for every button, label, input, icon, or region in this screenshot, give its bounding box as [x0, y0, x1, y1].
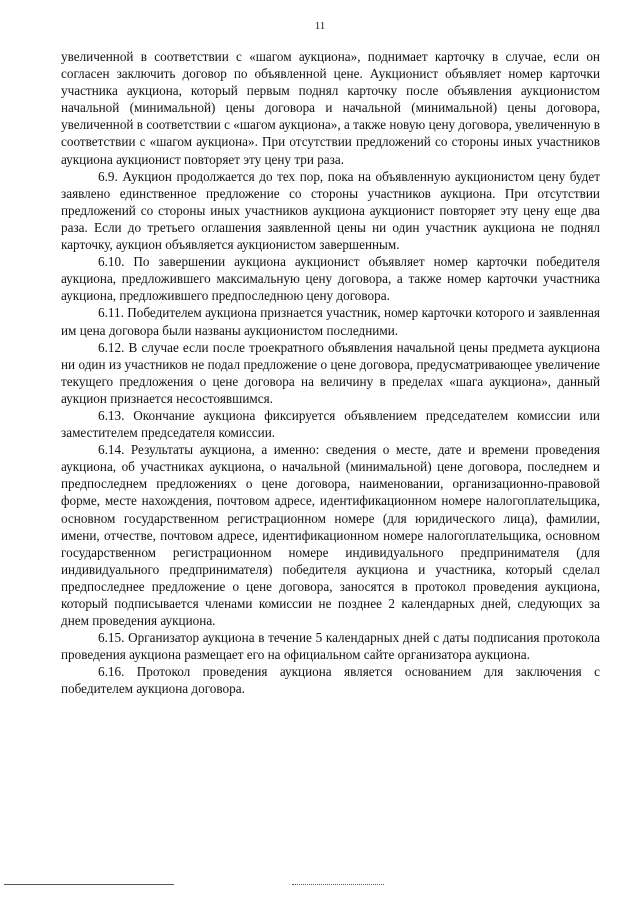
paragraph-6-14: 6.14. Результаты аукциона, а именно: сведения о месте, дате и времени проведения аукциона, об участниках аукциона, о начальной (минимальной) цене договора, последнем и предпоследнем предложениях о цене договора, наименовании, организационно-правовой форме, месте нахождения, почтовом адресе, идентификационном номере налогоплательщика, основном государственном регистрационном номере (для юридического лица), фамилии, имени, отчестве, почтовом адресе, идентификационном номере налогоплательщика, основном государственном регистрационном номере индивидуального предпринимателя (для индивидуального предпринимателя) победителя аукциона и участника, который сделал предпоследнее предложение о цене договора, заносятся в протокол проведения аукциона, который подписывается членами комиссии не позднее 2 календарных дней, следующих за днем проведения аукциона.: [61, 442, 600, 629]
paragraph-6-13: 6.13. Окончание аукциона фиксируется объявлением председателем комиссии или заместителем председателя комиссии.: [61, 407, 600, 441]
footer-rule-right: [292, 884, 384, 885]
paragraph-6-15: 6.15. Организатор аукциона в течение 5 календарных дней с даты подписания протокола проведения аукциона размещает его на официальном сайте организатора аукциона.: [61, 630, 600, 663]
paragraph-continuation: увеличенной в соответствии с «шагом аукциона», поднимает карточку в случае, если он согласен заключить договор по объявленной цене. Аукционист объявляет номер карточки участника аукциона, который первым поднял карточку после объявления аукционистом начальной (минимальной) цены договора и начальной (минимальной) цены договора, увеличенной в соответствии с «шагом аукциона», а также новую цену договора, увеличенную в соответствии с «шагом аукциона». При отсутствии предложений со стороны иных участников аукциона аукционист повторяет эту цену три раза.: [61, 49, 600, 167]
paragraph-6-16: 6.16. Протокол проведения аукциона является основанием для заключения с победителем аукциона договора.: [61, 664, 600, 697]
page-number: 11: [314, 20, 326, 32]
footer-rule-left: [4, 884, 174, 885]
paragraph-6-9: 6.9. Аукцион продолжается до тех пор, пока на объявленную аукционистом цену будет заявлено единственное предложение со стороны участников аукциона. При отсутствии предложений со стороны иных участников аукциона аукционист повторяет эту цену еще два раза. Если до третьего оглашения заявленной цены ни один участник аукциона не поднял карточку, аукцион объявляется аукционистом завершенным.: [61, 168, 600, 253]
paragraph-6-11: 6.11. Победителем аукциона признается участник, номер карточки которого и заявленная им цена договора были названы аукционистом последними.: [61, 305, 600, 338]
paragraph-6-12: 6.12. В случае если после троекратного объявления начальной цены предмета аукциона ни один из участников не подал предложение о цене договора, предусматривающее увеличение текущего предложения о цене договора на величину в пределах «шага аукциона», данный аукцион признается несостоявшимся.: [61, 339, 600, 406]
paragraph-6-10: 6.10. По завершении аукциона аукционист объявляет номер карточки победителя аукциона, предложившего максимальную цену договора, а также номер карточки участника аукциона, предложившего предпоследнюю цену договора.: [61, 254, 600, 304]
document-body: [61, 48, 600, 698]
